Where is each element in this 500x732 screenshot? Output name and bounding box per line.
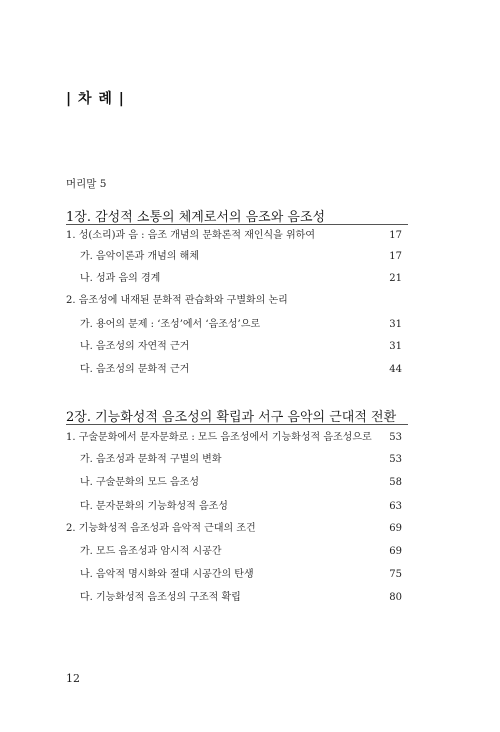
- page-number: 12: [66, 672, 80, 685]
- page-ref: 17: [389, 251, 402, 262]
- toc-section: [66, 521, 402, 537]
- toc-item: [80, 475, 402, 491]
- page-ref: 69: [389, 546, 402, 557]
- toc-item: [80, 362, 402, 378]
- toc-item: [80, 452, 402, 468]
- chapter-title: 1장. 감성적 소통의 체계로서의 음조와 음조성: [66, 210, 326, 225]
- page-ref: 75: [389, 569, 402, 580]
- page-ref: 31: [389, 341, 402, 352]
- section-title: 1. 성(소리)과 음 : 음조 개념의 문화론적 재인식을 위하여: [66, 230, 316, 241]
- section-title: 2. 기능화성적 음조성과 음악적 근대의 조건: [66, 523, 256, 534]
- page-ref: 53: [389, 432, 402, 443]
- toc-item: [80, 317, 402, 333]
- toc-item: [80, 339, 402, 355]
- page-ref: 17: [389, 230, 402, 241]
- page-ref: 44: [389, 364, 402, 375]
- item-title: 다. 기능화성적 음조성의 구조적 확립: [80, 592, 241, 603]
- toc-item: [80, 499, 402, 515]
- toc-section: [66, 228, 402, 244]
- section-title: 2. 음조성에 내재된 문화적 관습화와 구별화의 논리: [66, 295, 288, 306]
- section-title: 1. 구술문화에서 문자문화로 : 모드 음조성에서 기능화성적 음조성으로: [66, 432, 372, 443]
- page-ref: 63: [389, 501, 402, 512]
- item-title: 나. 음악적 명시화와 절대 시공간의 탄생: [80, 569, 254, 580]
- chapter-rule: [66, 424, 408, 425]
- toc-section: [66, 293, 402, 309]
- item-title: 가. 음조성과 문화적 구별의 변화: [80, 454, 222, 465]
- toc-item: [80, 544, 402, 560]
- item-title: 가. 음악이론과 개념의 해체: [80, 251, 199, 262]
- page-ref: 58: [389, 477, 402, 488]
- item-title: 가. 모드 음조성과 암시적 시공간: [80, 546, 222, 557]
- item-title: 다. 문자문화의 기능화성적 음조성: [80, 501, 228, 512]
- item-title: 나. 구술문화의 모드 음조성: [80, 477, 199, 488]
- chapter-rule: [66, 224, 408, 225]
- item-title: 나. 성과 음의 경계: [80, 273, 161, 284]
- toc-heading: | 차 례 |: [66, 91, 125, 107]
- toc-item: [80, 590, 402, 606]
- page-ref: 53: [389, 454, 402, 465]
- toc-item: [80, 271, 402, 287]
- page-ref: 21: [389, 273, 402, 284]
- item-title: 나. 음조성의 자연적 근거: [80, 341, 190, 352]
- item-title: 다. 음조성의 문화적 근거: [80, 364, 190, 375]
- preface-entry: 머리말 5: [66, 178, 107, 190]
- toc-item: [80, 567, 402, 583]
- toc-section: [66, 430, 402, 446]
- toc-item: [80, 249, 402, 265]
- page-ref: 69: [389, 523, 402, 534]
- page-ref: 80: [389, 592, 402, 603]
- chapter-title: 2장. 기능화성적 음조성의 확립과 서구 음악의 근대적 전환: [66, 410, 397, 425]
- item-title: 가. 용어의 문제 : ‘조성’에서 ‘음조성’으로: [80, 319, 261, 330]
- page-ref: 31: [389, 319, 402, 330]
